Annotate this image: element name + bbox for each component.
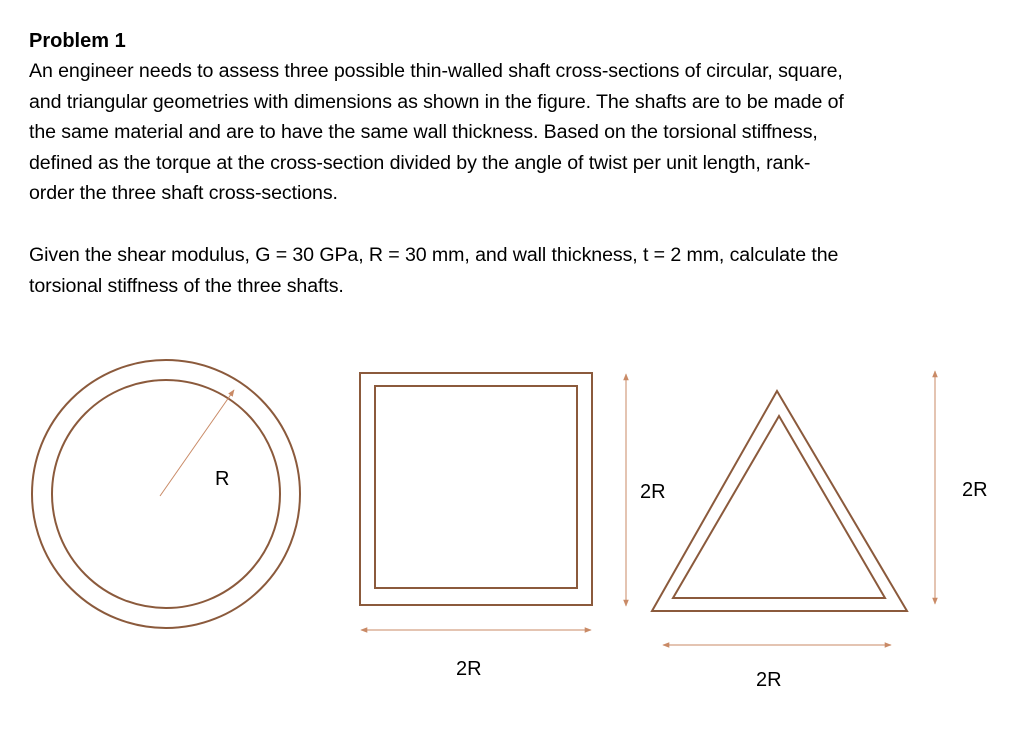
description-line: the same material and are to have the same wall thickness. Based on the torsional stiffness, bbox=[29, 121, 818, 143]
inner-circle bbox=[52, 380, 280, 608]
square-height-label: 2R bbox=[640, 481, 666, 503]
square-cross-section bbox=[360, 373, 666, 680]
triangle-base-label: 2R bbox=[756, 669, 782, 691]
outer-triangle bbox=[652, 391, 907, 611]
description-line: An engineer needs to assess three possible thin-walled shaft cross-sections of circular, square, bbox=[29, 60, 843, 82]
outer-circle bbox=[32, 360, 300, 628]
inner-triangle bbox=[673, 416, 885, 598]
triangle-height-label: 2R bbox=[962, 479, 988, 501]
description-line: and triangular geometries with dimensions as shown in the figure. The shafts are to be made of bbox=[29, 90, 844, 113]
circular-cross-section bbox=[32, 360, 300, 628]
description-line: order the three shaft cross-sections. bbox=[29, 182, 338, 204]
inner-square bbox=[375, 386, 577, 588]
problem-title: Problem 1 bbox=[29, 30, 126, 52]
square-width-label: 2R bbox=[456, 658, 482, 680]
radius-label: R bbox=[215, 468, 230, 490]
triangular-cross-section bbox=[652, 371, 988, 691]
given-line: Given the shear modulus, G = 30 GPa, R = 30 mm, and wall thickness, t = 2 mm, calculate the bbox=[29, 244, 839, 266]
description-line: defined as the torque at the cross-section divided by the angle of twist per unit length, rank- bbox=[29, 151, 811, 174]
given-line: torsional stiffness of the three shafts. bbox=[29, 274, 344, 297]
outer-square bbox=[360, 373, 592, 605]
